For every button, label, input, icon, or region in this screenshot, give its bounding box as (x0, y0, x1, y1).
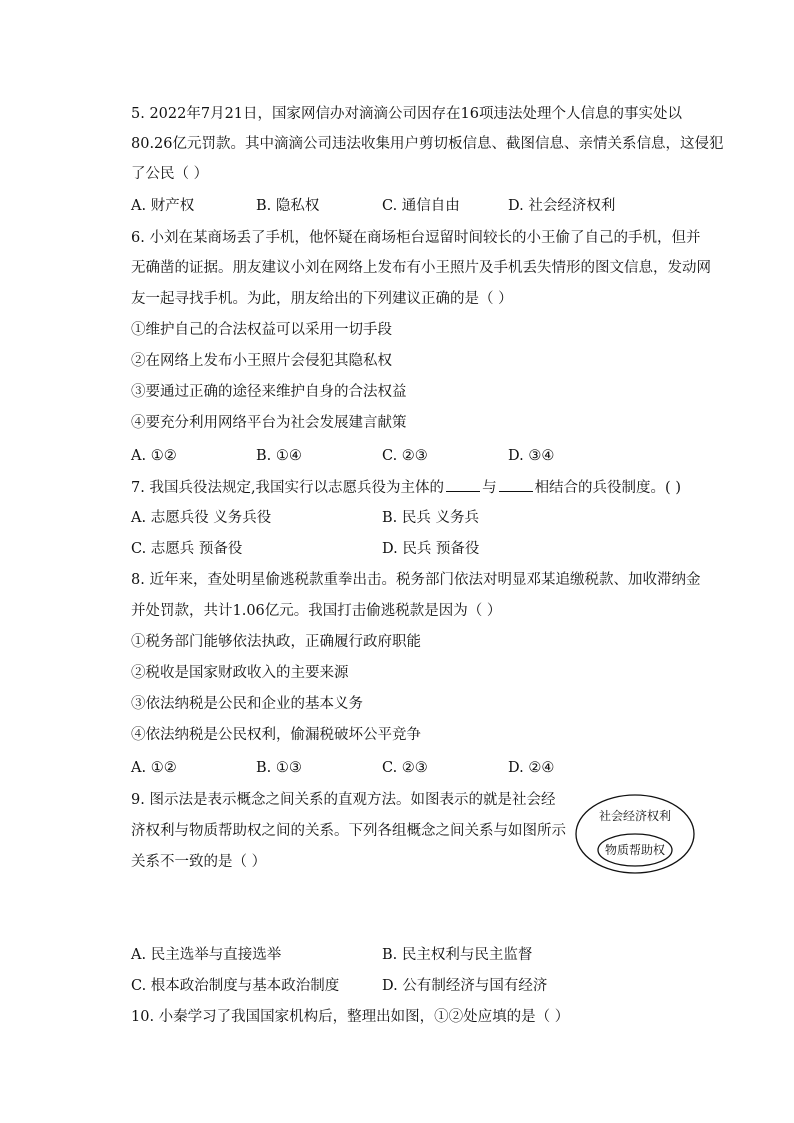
q5-option-d: D. 社会经济权利 (508, 198, 616, 214)
q9-line-1: 9. 图示法是表示概念之间关系的直观方法。如图表示的就是社会经 (131, 792, 556, 808)
venn-diagram (574, 793, 696, 875)
q9-option-c: C. 根本政治制度与基本政治制度 (131, 978, 340, 994)
q8-option-c: C. ②③ (382, 760, 428, 776)
q8-line-1: 8. 近年来，查处明星偷逃税款重拳出击。税务部门依法对明显邓某追缴税款、加收滞纳金 (131, 572, 701, 588)
q6-option-c: C. ②③ (382, 448, 428, 464)
q6-line-1: 6. 小刘在某商场丢了手机，他怀疑在商场柜台逗留时间较长的小王偷了自己的手机，但并 (131, 230, 701, 246)
q9-line-2: 济权利与物质帮助权之间的关系。下列各组概念之间关系与如图所示 (131, 823, 566, 839)
q7-blank-2 (499, 477, 533, 492)
q5-line-1: 5. 2022年7月21日，国家网信办对滴滴公司因存在16项违法处理个人信息的事实处以 (131, 106, 682, 122)
q7-blank-1 (446, 477, 480, 492)
q6-item-1: ①维护自己的合法权益可以采用一切手段 (131, 322, 392, 338)
q7-option-b: B. 民兵 义务兵 (382, 510, 479, 526)
q6-item-4: ④要充分利用网络平台为社会发展建言献策 (131, 415, 407, 431)
q8-option-b: B. ①③ (256, 760, 302, 776)
q5-option-c: C. 通信自由 (382, 198, 460, 214)
q6-item-2: ②在网络上发布小王照片会侵犯其隐私权 (131, 353, 392, 369)
q7-stem (131, 477, 681, 498)
q7-stem-part-2: 与 (482, 480, 497, 496)
q5-line-3: 了公民（ ） (131, 166, 209, 182)
q8-option-a: A. ①② (131, 760, 177, 776)
q9-line-3: 关系不一致的是（ ） (131, 854, 267, 870)
q8-option-d: D. ②④ (508, 760, 555, 776)
q6-item-3: ③要通过正确的途径来维护自身的合法权益 (131, 384, 407, 400)
q6-line-2: 无确凿的证据。朋友建议小刘在网络上发布有小王照片及手机丢失情形的图文信息，发动网 (131, 260, 711, 276)
q8-item-2: ②税收是国家财政收入的主要来源 (131, 665, 349, 681)
q9-option-a: A. 民主选举与直接选举 (131, 947, 282, 963)
q6-option-a: A. ①② (131, 448, 177, 464)
q7-stem-part-3: 相结合的兵役制度。( ) (534, 480, 681, 496)
q8-item-3: ③依法纳税是公民和企业的基本义务 (131, 696, 363, 712)
q5-option-b: B. 隐私权 (256, 198, 320, 214)
q8-item-4: ④依法纳税是公民权利，偷漏税破坏公平竞争 (131, 727, 421, 743)
inner-label: 物质帮助权 (604, 843, 666, 857)
q5-line-2: 80.26亿元罚款。其中滴滴公司违法收集用户剪切板信息、截图信息、亲情关系信息，这侵犯 (131, 136, 724, 152)
q9-option-b: B. 民主权利与民主监督 (382, 947, 533, 963)
q5-option-a: A. 财产权 (131, 198, 195, 214)
q6-option-b: B. ①④ (256, 448, 302, 464)
q6-option-d: D. ③④ (508, 448, 555, 464)
q6-line-3: 友一起寻找手机。为此，朋友给出的下列建议正确的是（ ） (131, 291, 513, 307)
q7-option-a: A. 志愿兵役 义务兵役 (131, 510, 272, 526)
q8-line-2: 并处罚款，共计1.06亿元。我国打击偷逃税款是因为（ ） (131, 603, 502, 619)
q7-option-d: D. 民兵 预备役 (382, 541, 480, 557)
q10-line-1: 10. 小秦学习了我国国家机构后，整理出如图，①②处应填的是（ ） (131, 1009, 570, 1025)
outer-label: 社会经济权利 (598, 809, 672, 823)
q7-option-c: C. 志愿兵 预备役 (131, 541, 243, 557)
q7-stem-part-1: 7. 我国兵役法规定,我国实行以志愿兵役为主体的 (131, 480, 445, 496)
q9-option-d: D. 公有制经济与国有经济 (382, 978, 548, 994)
q8-item-1: ①税务部门能够依法执政，正确履行政府职能 (131, 634, 421, 650)
